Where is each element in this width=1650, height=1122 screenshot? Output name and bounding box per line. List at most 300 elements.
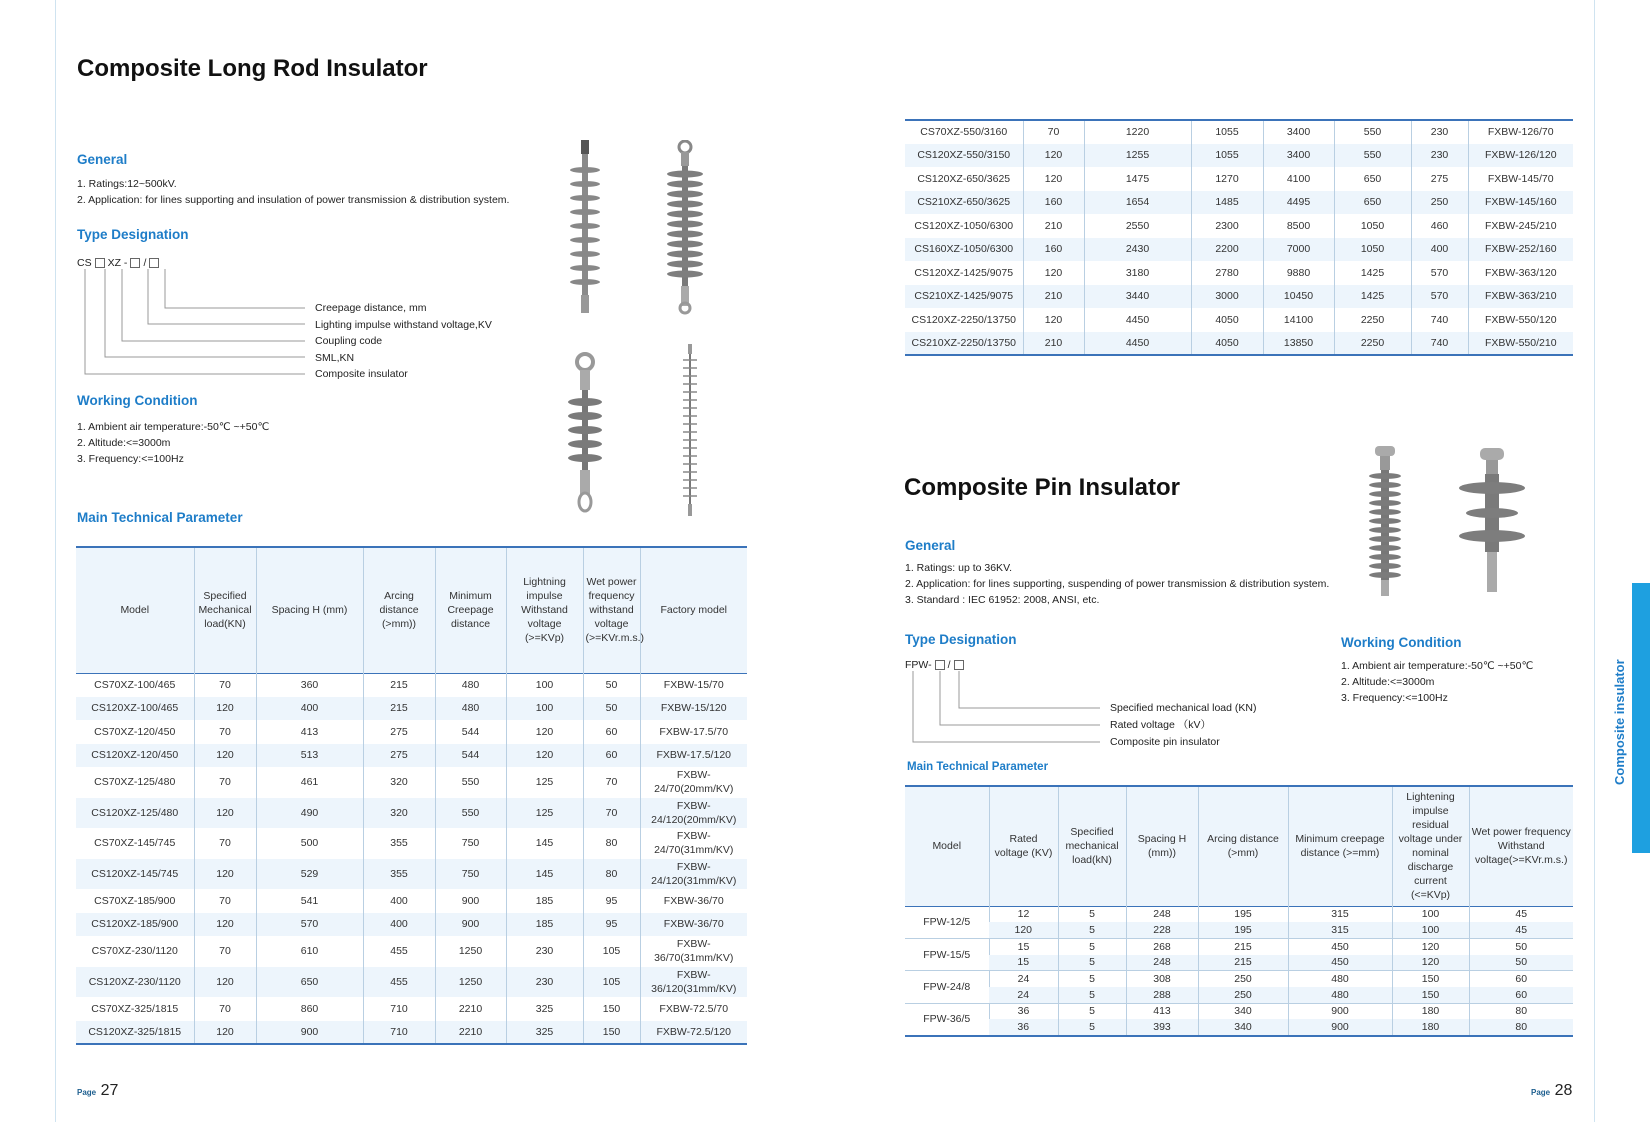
col-header: Specified Mechanical load(KN) bbox=[194, 547, 256, 673]
table-cell: 550 bbox=[1334, 144, 1411, 168]
col-header: Factory model bbox=[640, 547, 747, 673]
table-cell: 315 bbox=[1288, 922, 1392, 938]
table-cell: 45 bbox=[1469, 906, 1573, 922]
table-cell: 215 bbox=[1198, 938, 1288, 954]
table-cell: 4100 bbox=[1263, 167, 1334, 191]
table-row bbox=[905, 238, 1573, 262]
table-cell: 360 bbox=[256, 673, 363, 697]
table-cell: 120 bbox=[1023, 167, 1084, 191]
model-cell: CS120XZ-230/1120 bbox=[76, 967, 194, 998]
model-cell: FPW-24/8 bbox=[905, 971, 989, 1003]
pin-general-item: 1. Ratings: up to 36KV. bbox=[905, 562, 1013, 574]
table-cell: 544 bbox=[435, 744, 506, 768]
table-cell: FXBW-15/120 bbox=[640, 697, 747, 721]
table-cell: 70 bbox=[583, 798, 640, 829]
pin-general-item: 2. Application: for lines supporting, suspending of power transmission & distribution system. bbox=[905, 578, 1330, 590]
table-cell: 50 bbox=[1469, 938, 1573, 954]
table-cell: 275 bbox=[363, 744, 435, 768]
model-cell: CS210XZ-650/3625 bbox=[905, 191, 1023, 215]
table-cell: 5 bbox=[1058, 1019, 1126, 1035]
table-cell: 490 bbox=[256, 798, 363, 829]
table-cell: 248 bbox=[1126, 906, 1198, 922]
table-cell: 1050 bbox=[1334, 238, 1411, 262]
table-cell: 460 bbox=[1411, 214, 1468, 238]
table-cell: 2210 bbox=[435, 997, 506, 1021]
long-rod-insulator-image-3 bbox=[560, 352, 610, 517]
pin-working-item: 1. Ambient air temperature:-50℃ ~+50℃ bbox=[1341, 660, 1534, 672]
table-cell: 461 bbox=[256, 767, 363, 798]
table-row bbox=[905, 938, 1573, 954]
table-cell: 400 bbox=[256, 697, 363, 721]
table-cell: 3180 bbox=[1084, 261, 1191, 285]
table-row bbox=[905, 191, 1573, 215]
table-cell: 125 bbox=[506, 767, 583, 798]
table-cell: FXBW-36/120(31mm/KV) bbox=[640, 967, 747, 998]
table-cell: 2250 bbox=[1334, 308, 1411, 332]
table-cell: 3400 bbox=[1263, 144, 1334, 168]
table-cell: 413 bbox=[1126, 1003, 1198, 1019]
pin-working-condition-list bbox=[1341, 658, 1533, 706]
table-cell: 250 bbox=[1411, 191, 1468, 215]
table-cell: 120 bbox=[194, 859, 256, 890]
table-cell: FXBW-245/210 bbox=[1468, 214, 1573, 238]
col-header: Wet power frequency Withstand voltage(>=KVr.m.s.) bbox=[1469, 786, 1573, 906]
table-cell: 275 bbox=[363, 720, 435, 744]
table-cell: 70 bbox=[194, 767, 256, 798]
page-number-left bbox=[77, 1082, 118, 1100]
table-cell: FXBW-36/70 bbox=[640, 913, 747, 937]
table-cell: 4495 bbox=[1263, 191, 1334, 215]
table-cell: 900 bbox=[1288, 1003, 1392, 1019]
table-cell: 70 bbox=[194, 889, 256, 913]
working-condition-list bbox=[77, 419, 269, 467]
table-row bbox=[905, 1003, 1573, 1019]
table-cell: 100 bbox=[1392, 906, 1469, 922]
pin-working-item: 3. Frequency:<=100Hz bbox=[1341, 692, 1448, 704]
table-cell: 550 bbox=[435, 767, 506, 798]
table-cell: 393 bbox=[1126, 1019, 1198, 1035]
table-cell: 3440 bbox=[1084, 285, 1191, 309]
table-cell: FXBW-550/120 bbox=[1468, 308, 1573, 332]
table-row bbox=[76, 859, 747, 890]
table-cell: 24 bbox=[989, 971, 1058, 987]
table-row bbox=[76, 997, 747, 1021]
table-cell: 150 bbox=[583, 997, 640, 1021]
model-cell: CS120XZ-1050/6300 bbox=[914, 219, 1014, 232]
table-cell: 8500 bbox=[1263, 214, 1334, 238]
table-row bbox=[905, 308, 1573, 332]
table-cell: 105 bbox=[583, 967, 640, 998]
table-cell: 70 bbox=[583, 767, 640, 798]
table-cell: 185 bbox=[506, 913, 583, 937]
table-cell: 5 bbox=[1058, 922, 1126, 938]
table-cell: 120 bbox=[194, 913, 256, 937]
table-cell: 2300 bbox=[1191, 214, 1263, 238]
working-item: 2. Altitude:<=3000m bbox=[77, 437, 171, 449]
page-title-pin: Composite Pin Insulator bbox=[904, 474, 1181, 501]
pin-general-list bbox=[905, 560, 1329, 608]
page-title-long-rod: Composite Long Rod Insulator bbox=[77, 55, 428, 82]
table-row bbox=[905, 285, 1573, 309]
table-cell: FXBW-126/120 bbox=[1468, 144, 1573, 168]
model-cell: CS120XZ-550/3150 bbox=[905, 144, 1023, 168]
main-param-heading: Main Technical Parameter bbox=[77, 510, 243, 525]
pin-insulator-image-1 bbox=[1365, 446, 1405, 598]
table-cell: 120 bbox=[506, 744, 583, 768]
side-tab bbox=[1632, 583, 1650, 853]
model-cell: CS120XZ-325/1815 bbox=[76, 1021, 194, 1045]
table-cell: 5 bbox=[1058, 987, 1126, 1003]
table-cell: 230 bbox=[506, 936, 583, 967]
table-cell: 1270 bbox=[1191, 167, 1263, 191]
long-rod-insulator-image-4 bbox=[675, 344, 705, 516]
table-cell: 120 bbox=[506, 720, 583, 744]
table-cell: 80 bbox=[583, 828, 640, 859]
table-cell: 650 bbox=[1334, 191, 1411, 215]
long-rod-parameter-table-continued bbox=[905, 119, 1573, 356]
table-cell: 36 bbox=[989, 1019, 1058, 1035]
legend-item: Rated voltage （kV） bbox=[1110, 719, 1211, 731]
table-cell: 80 bbox=[1469, 1003, 1573, 1019]
table-cell: 340 bbox=[1198, 1003, 1288, 1019]
model-cell: CS70XZ-100/465 bbox=[94, 679, 176, 691]
table-row bbox=[76, 967, 747, 998]
table-row bbox=[905, 144, 1573, 168]
model-cell: CS70XZ-550/3160 bbox=[920, 126, 1008, 139]
table-cell: 455 bbox=[363, 936, 435, 967]
table-cell: 325 bbox=[506, 997, 583, 1021]
table-cell: 100 bbox=[506, 697, 583, 721]
table-cell: 5 bbox=[1058, 1003, 1126, 1019]
table-cell: 150 bbox=[583, 1021, 640, 1045]
table-cell: FXBW-15/70 bbox=[640, 673, 747, 697]
model-cell: CS120XZ-120/450 bbox=[76, 744, 194, 768]
table-cell: FXBW-17.5/120 bbox=[640, 744, 747, 768]
table-cell: 215 bbox=[363, 673, 435, 697]
table-cell: 340 bbox=[1198, 1019, 1288, 1035]
model-cell: CS120XZ-100/465 bbox=[76, 697, 194, 721]
table-cell: 45 bbox=[1469, 922, 1573, 938]
table-cell: FXBW-24/120(31mm/KV) bbox=[640, 859, 747, 890]
table-cell: 120 bbox=[1392, 955, 1469, 971]
side-label: Composite insulator bbox=[1612, 659, 1627, 785]
table-cell: 24 bbox=[989, 987, 1058, 1003]
pin-code-sep: / bbox=[947, 659, 951, 671]
table-cell: 1654 bbox=[1084, 191, 1191, 215]
model-cell: CS70XZ-185/900 bbox=[94, 894, 176, 907]
table-cell: 5 bbox=[1058, 955, 1126, 971]
legend-item: Composite pin insulator bbox=[1110, 736, 1220, 748]
table-cell: 160 bbox=[1023, 191, 1084, 215]
table-cell: 541 bbox=[256, 889, 363, 913]
col-header: Model bbox=[905, 786, 989, 906]
table-cell: 2250 bbox=[1334, 332, 1411, 356]
table-cell: 3400 bbox=[1263, 120, 1334, 144]
col-header: Spacing H (mm)) bbox=[1126, 786, 1198, 906]
page-number: 28 bbox=[1554, 1082, 1573, 1099]
table-cell: 750 bbox=[435, 828, 506, 859]
col-header: Rated voltage (KV) bbox=[989, 786, 1058, 906]
table-cell: 1485 bbox=[1191, 191, 1263, 215]
table-cell: 160 bbox=[1023, 238, 1084, 262]
table-cell: 50 bbox=[1469, 955, 1573, 971]
table-cell: 455 bbox=[363, 967, 435, 998]
table-cell: 5 bbox=[1058, 938, 1126, 954]
table-cell: 15 bbox=[989, 955, 1058, 971]
table-cell: 228 bbox=[1126, 922, 1198, 938]
col-header: Spacing H (mm) bbox=[256, 547, 363, 673]
table-cell: 268 bbox=[1126, 938, 1198, 954]
model-cell: CS70XZ-230/1120 bbox=[91, 945, 178, 958]
model-cell: CS120XZ-1425/9075 bbox=[914, 266, 1014, 279]
table-cell: 150 bbox=[1392, 987, 1469, 1003]
table-cell: FXBW-252/160 bbox=[1468, 238, 1573, 262]
pin-insulator-image-2 bbox=[1457, 448, 1527, 594]
type-designation-heading: Type Designation bbox=[77, 227, 189, 242]
table-cell: 60 bbox=[583, 720, 640, 744]
table-cell: 1475 bbox=[1084, 167, 1191, 191]
model-cell: FPW-36/5 bbox=[905, 1003, 989, 1035]
table-row bbox=[905, 971, 1573, 987]
table-cell: 100 bbox=[1392, 922, 1469, 938]
table-cell: FXBW-550/210 bbox=[1468, 332, 1573, 356]
table-cell: 120 bbox=[989, 922, 1058, 938]
pin-general-item: 3. Standard : IEC 61952: 2008, ANSI, etc. bbox=[905, 594, 1100, 606]
table-cell: 195 bbox=[1198, 906, 1288, 922]
page-label: Page bbox=[1531, 1088, 1551, 1097]
right-page-border bbox=[1594, 0, 1595, 1122]
table-cell: 320 bbox=[363, 767, 435, 798]
table-cell: 215 bbox=[1198, 955, 1288, 971]
table-cell: 250 bbox=[1198, 971, 1288, 987]
table-cell: 4050 bbox=[1191, 308, 1263, 332]
table-cell: FXBW-36/70(31mm/KV) bbox=[640, 936, 747, 967]
model-cell: FPW-12/5 bbox=[905, 906, 989, 938]
table-cell: 80 bbox=[1469, 1019, 1573, 1035]
table-row bbox=[76, 744, 747, 768]
table-cell: FXBW-72.5/70 bbox=[640, 997, 747, 1021]
table-cell: 100 bbox=[506, 673, 583, 697]
legend-item: Lighting impulse withstand voltage,KV bbox=[315, 318, 492, 331]
table-cell: 50 bbox=[583, 673, 640, 697]
table-cell: 185 bbox=[506, 889, 583, 913]
table-row bbox=[905, 167, 1573, 191]
table-cell: FXBW-126/70 bbox=[1468, 120, 1573, 144]
table-cell: 250 bbox=[1198, 987, 1288, 1003]
table-row bbox=[76, 1021, 747, 1045]
table-cell: 3000 bbox=[1191, 285, 1263, 309]
legend-item: Specified mechanical load (KN) bbox=[1110, 702, 1257, 714]
model-cell: CS210XZ-1425/9075 bbox=[905, 285, 1023, 309]
table-row bbox=[905, 1019, 1573, 1035]
table-cell: 230 bbox=[1411, 120, 1468, 144]
table-cell: 1425 bbox=[1334, 285, 1411, 309]
table-cell: 550 bbox=[1334, 120, 1411, 144]
working-condition-heading: Working Condition bbox=[77, 393, 198, 408]
table-cell: 120 bbox=[1392, 938, 1469, 954]
pin-type-designation-heading: Type Designation bbox=[905, 632, 1017, 647]
table-cell: 710 bbox=[363, 997, 435, 1021]
table-cell: 1055 bbox=[1191, 120, 1263, 144]
table-cell: 544 bbox=[435, 720, 506, 744]
table-cell: 248 bbox=[1126, 955, 1198, 971]
table-cell: 1255 bbox=[1084, 144, 1191, 168]
col-header: Lightning impulse Withstand voltage (>=KVp) bbox=[506, 547, 583, 673]
table-cell: 570 bbox=[256, 913, 363, 937]
pin-table-header-row bbox=[905, 786, 1573, 906]
table-cell: 120 bbox=[1023, 308, 1084, 332]
table-cell: 180 bbox=[1392, 1019, 1469, 1035]
model-cell: CS70XZ-125/480 bbox=[94, 776, 176, 789]
table-cell: 2550 bbox=[1084, 214, 1191, 238]
table-cell: 740 bbox=[1411, 308, 1468, 332]
legend-item: SML,KN bbox=[315, 351, 355, 364]
table-cell: 95 bbox=[583, 889, 640, 913]
table-cell: 12 bbox=[989, 906, 1058, 922]
model-cell: CS120XZ-145/745 bbox=[76, 859, 194, 890]
table-row bbox=[76, 798, 747, 829]
table-cell: FXBW-363/120 bbox=[1468, 261, 1573, 285]
table-cell: 450 bbox=[1288, 938, 1392, 954]
legend-item: Coupling code bbox=[315, 335, 383, 347]
table-cell: 570 bbox=[1411, 261, 1468, 285]
table-cell: 95 bbox=[583, 913, 640, 937]
type-legend bbox=[315, 300, 492, 383]
long-rod-parameter-table bbox=[76, 546, 747, 1045]
table-cell: 355 bbox=[363, 828, 435, 859]
table-cell: 120 bbox=[194, 697, 256, 721]
table-cell: 900 bbox=[1288, 1019, 1392, 1035]
pin-working-item: 2. Altitude:<=3000m bbox=[1341, 676, 1435, 688]
table-cell: 750 bbox=[435, 859, 506, 890]
table-cell: 150 bbox=[1392, 971, 1469, 987]
legend-item: Creepage distance, mm bbox=[315, 302, 427, 314]
model-cell: CS120XZ-2250/13750 bbox=[911, 313, 1016, 326]
table-cell: 4050 bbox=[1191, 332, 1263, 356]
table-row bbox=[905, 906, 1573, 922]
table-cell: 550 bbox=[435, 798, 506, 829]
table-cell: 145 bbox=[506, 859, 583, 890]
model-cell: CS210XZ-2250/13750 bbox=[905, 332, 1023, 356]
table-cell: 900 bbox=[435, 889, 506, 913]
table-cell: 120 bbox=[194, 1021, 256, 1045]
pin-parameter-table bbox=[905, 785, 1573, 1037]
table-cell: 308 bbox=[1126, 971, 1198, 987]
pin-code-prefix: FPW- bbox=[905, 659, 932, 671]
table-cell: 740 bbox=[1411, 332, 1468, 356]
table-row bbox=[905, 120, 1573, 144]
page-label: Page bbox=[77, 1088, 97, 1097]
table-cell: FXBW-24/70(20mm/KV) bbox=[640, 767, 747, 798]
table-row bbox=[905, 214, 1573, 238]
table-cell: 2210 bbox=[435, 1021, 506, 1045]
table-cell: 80 bbox=[583, 859, 640, 890]
table-cell: 120 bbox=[194, 967, 256, 998]
table-cell: 288 bbox=[1126, 987, 1198, 1003]
table-cell: 120 bbox=[194, 744, 256, 768]
table-cell: 275 bbox=[1411, 167, 1468, 191]
table-cell: 36 bbox=[989, 1003, 1058, 1019]
col-header: Minimum creepage distance (>=mm) bbox=[1288, 786, 1392, 906]
table-cell: 120 bbox=[194, 798, 256, 829]
table-cell: 4450 bbox=[1084, 308, 1191, 332]
table-cell: 7000 bbox=[1263, 238, 1334, 262]
table-cell: 60 bbox=[1469, 987, 1573, 1003]
table-cell: 15 bbox=[989, 938, 1058, 954]
table-cell: 413 bbox=[256, 720, 363, 744]
table-cell: FXBW-145/160 bbox=[1468, 191, 1573, 215]
table-header-row bbox=[76, 547, 747, 673]
table-cell: FXBW-17.5/70 bbox=[640, 720, 747, 744]
table-cell: 900 bbox=[256, 1021, 363, 1045]
table-row bbox=[905, 987, 1573, 1003]
table-cell: FXBW-145/70 bbox=[1468, 167, 1573, 191]
table-cell: 13850 bbox=[1263, 332, 1334, 356]
table-cell: 1220 bbox=[1084, 120, 1191, 144]
page-number-right bbox=[1531, 1082, 1572, 1100]
table-cell: FXBW-72.5/120 bbox=[640, 1021, 747, 1045]
table-cell: 513 bbox=[256, 744, 363, 768]
table-row bbox=[76, 673, 747, 697]
table-cell: 1055 bbox=[1191, 144, 1263, 168]
table-row bbox=[76, 936, 747, 967]
table-cell: 60 bbox=[1469, 971, 1573, 987]
table-cell: 610 bbox=[256, 936, 363, 967]
table-cell: 315 bbox=[1288, 906, 1392, 922]
code-sep: / bbox=[143, 257, 147, 269]
table-cell: 70 bbox=[194, 720, 256, 744]
table-row bbox=[905, 922, 1573, 938]
table-cell: FXBW-36/70 bbox=[640, 889, 747, 913]
table-cell: 1250 bbox=[435, 936, 506, 967]
table-cell: 355 bbox=[363, 859, 435, 890]
table-cell: 70 bbox=[194, 936, 256, 967]
table-cell: 230 bbox=[506, 967, 583, 998]
table-cell: 195 bbox=[1198, 922, 1288, 938]
legend-item: Composite insulator bbox=[315, 368, 408, 380]
general-list bbox=[77, 176, 509, 208]
table-cell: 14100 bbox=[1263, 308, 1334, 332]
pin-general-heading: General bbox=[905, 538, 956, 553]
pin-working-condition-heading: Working Condition bbox=[1341, 635, 1462, 650]
table-cell: 5 bbox=[1058, 906, 1126, 922]
table-cell: 1250 bbox=[435, 967, 506, 998]
table-cell: 1050 bbox=[1334, 214, 1411, 238]
type-designation-tree bbox=[70, 265, 320, 380]
table-cell: 70 bbox=[194, 997, 256, 1021]
table-cell: 400 bbox=[363, 889, 435, 913]
table-cell: 2780 bbox=[1191, 261, 1263, 285]
table-cell: 10450 bbox=[1263, 285, 1334, 309]
long-rod-insulator-image-1 bbox=[560, 140, 610, 315]
table-cell: 5 bbox=[1058, 971, 1126, 987]
table-cell: FXBW-24/120(20mm/KV) bbox=[640, 798, 747, 829]
table-cell: 529 bbox=[256, 859, 363, 890]
working-item: 3. Frequency:<=100Hz bbox=[77, 453, 184, 465]
table-cell: 320 bbox=[363, 798, 435, 829]
table-row bbox=[76, 889, 747, 913]
table-cell: 650 bbox=[1334, 167, 1411, 191]
general-item: 2. Application: for lines supporting and insulation of power transmission & distribution system. bbox=[77, 194, 510, 206]
general-heading: General bbox=[77, 152, 128, 167]
table-cell: 325 bbox=[506, 1021, 583, 1045]
model-cell: CS70XZ-120/450 bbox=[94, 725, 176, 738]
code-mid: XZ - bbox=[107, 257, 128, 269]
table-cell: 2430 bbox=[1084, 238, 1191, 262]
table-cell: 400 bbox=[363, 913, 435, 937]
pin-type-legend bbox=[1110, 700, 1257, 751]
table-row bbox=[905, 332, 1573, 356]
